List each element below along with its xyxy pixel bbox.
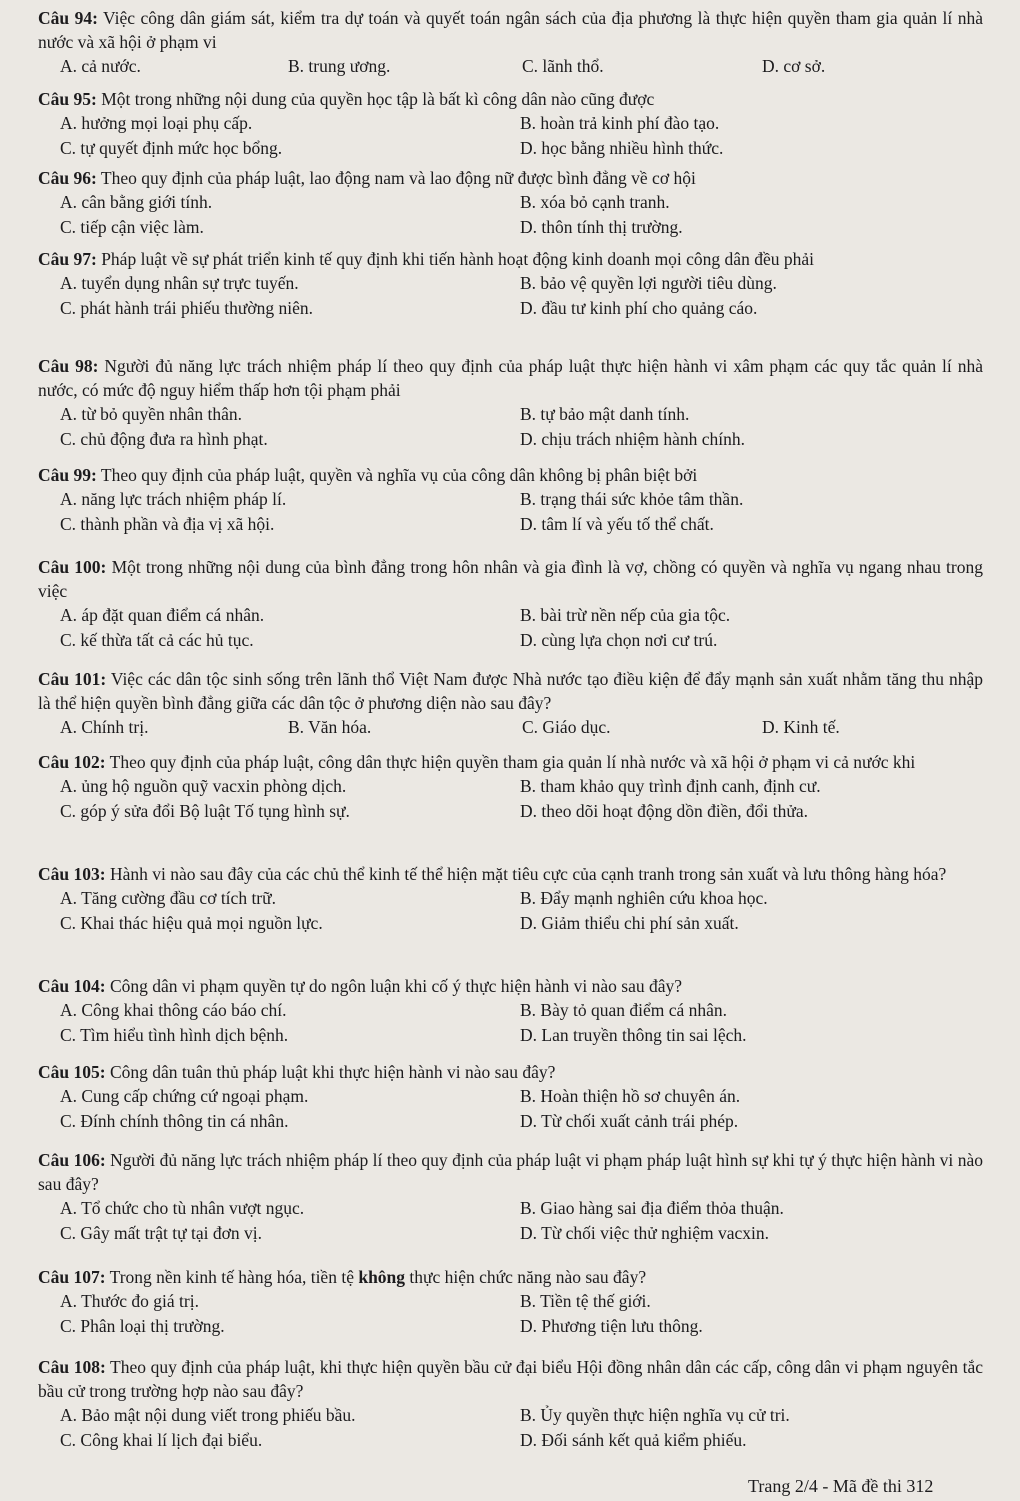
question-text-after: thực hiện chức năng nào sau đây?: [405, 1267, 647, 1287]
options-row: [0, 1221, 1020, 1246]
option-a: A. áp đặt quan điểm cá nhân.: [60, 605, 265, 625]
option-d: D. Kinh tế.: [762, 717, 840, 737]
question-106: [0, 1148, 1020, 1246]
option-c: C. phát hành trái phiếu thường niên.: [60, 298, 313, 318]
question-text: Theo quy định của pháp luật, khi thực hiện quyền bầu cử đại biểu Hội đồng nhân dân các cấp, công dân vi phạm nguyên tắc bầu cử trong trường hợp nào sau đây?: [38, 1357, 984, 1401]
question-stem: [38, 1060, 983, 1084]
options-row: [0, 998, 1020, 1023]
question-102: [0, 750, 1020, 824]
question-number: Câu 102:: [38, 752, 106, 772]
question-text: Việc các dân tộc sinh sống trên lãnh thổ Việt Nam được Nhà nước tạo điều kiện để đẩy mạnh sản xuất nhằm tăng thu nhập là thể hiện quyền bình đẳng giữa các dân tộc ở phương diện nào sau đây?: [38, 669, 983, 713]
option-b: B. Giao hàng sai địa điểm thỏa thuận.: [520, 1198, 784, 1218]
question-number: Câu 95:: [38, 89, 97, 109]
question-number: Câu 104:: [38, 976, 106, 996]
question-text: Công dân tuân thủ pháp luật khi thực hiện hành vi nào sau đây?: [109, 1062, 556, 1082]
question-107: [0, 1265, 1020, 1339]
option-d: D. Đối sánh kết quả kiểm phiếu.: [520, 1430, 747, 1450]
question-stem: [38, 1265, 983, 1289]
option-d: D. Phương tiện lưu thông.: [520, 1316, 703, 1336]
options-row: [0, 402, 1020, 427]
question-text: Người đủ năng lực trách nhiệm pháp lí theo quy định của pháp luật thực hiện hành vi xâm phạm các quy tắc quản lí nhà nước, có mức độ nguy hiểm thấp hơn tội phạm phải: [38, 356, 984, 400]
question-number: Câu 98:: [38, 356, 99, 376]
option-d: D. Từ chối xuất cảnh trái phép.: [520, 1111, 739, 1131]
option-b: B. Văn hóa.: [288, 717, 372, 737]
options-row: [0, 54, 1020, 79]
option-a: A. Cung cấp chứng cứ ngoại phạm.: [60, 1086, 309, 1106]
question-text: Hành vi nào sau đây của các chủ thể kinh tế thể hiện mặt tiêu cực của cạnh tranh trong sản xuất và lưu thông hàng hóa?: [109, 864, 947, 884]
options-row: [0, 487, 1020, 512]
options-row: [0, 1023, 1020, 1048]
options-row: [0, 190, 1020, 215]
question-number: Câu 94:: [38, 8, 98, 28]
option-c: C. lãnh thổ.: [522, 56, 604, 76]
options-row: [0, 1084, 1020, 1109]
question-99: [0, 463, 1020, 537]
option-a: A. Chính trị.: [60, 717, 149, 737]
option-d: D. tâm lí và yếu tố thể chất.: [520, 514, 714, 534]
option-b: B. Ủy quyền thực hiện nghĩa vụ cử tri.: [520, 1405, 790, 1425]
options-row: [0, 1289, 1020, 1314]
options-row: [0, 628, 1020, 653]
question-text: Theo quy định của pháp luật, công dân thực hiện quyền tham gia quản lí nhà nước và xã hội ở phạm vi cả nước khi: [109, 752, 916, 772]
option-d: D. thôn tính thị trường.: [520, 217, 683, 237]
question-98: [0, 354, 1020, 452]
options-row: [0, 1109, 1020, 1134]
option-b: B. tham khảo quy trình định canh, định cư.: [520, 776, 821, 796]
question-100: [0, 555, 1020, 653]
options-row: [0, 799, 1020, 824]
question-stem: [38, 555, 983, 603]
question-number: Câu 97:: [38, 249, 97, 269]
option-d: D. cùng lựa chọn nơi cư trú.: [520, 630, 718, 650]
options-row: [0, 271, 1020, 296]
options-row: [0, 215, 1020, 240]
question-stem: [38, 87, 983, 111]
question-number: Câu 96:: [38, 168, 97, 188]
option-d: D. học bằng nhiều hình thức.: [520, 138, 724, 158]
option-a: A. ủng hộ nguồn quỹ vacxin phòng dịch.: [60, 776, 347, 796]
option-c: C. chủ động đưa ra hình phạt.: [60, 429, 268, 449]
option-c: C. Công khai lí lịch đại biểu.: [60, 1430, 263, 1450]
question-text: Việc công dân giám sát, kiểm tra dự toán và quyết toán ngân sách của địa phương là thực hiện quyền tham gia quản lí nhà nước và xã hội ở phạm vi: [38, 8, 984, 52]
question-text: Công dân vi phạm quyền tự do ngôn luận khi cố ý thực hiện hành vi nào sau đây?: [109, 976, 683, 996]
question-stem: [38, 1148, 983, 1196]
option-a: A. Bảo mật nội dung viết trong phiếu bầu.: [60, 1405, 356, 1425]
option-a: A. Công khai thông cáo báo chí.: [60, 1000, 287, 1020]
option-a: A. từ bỏ quyền nhân thân.: [60, 404, 243, 424]
option-a: A. hưởng mọi loại phụ cấp.: [60, 113, 253, 133]
option-b: B. bảo vệ quyền lợi người tiêu dùng.: [520, 273, 777, 293]
question-text: Một trong những nội dung của quyền học tập là bất kì công dân nào cũng được: [101, 89, 655, 109]
option-c: C. kế thừa tất cả các hủ tục.: [60, 630, 254, 650]
question-number: Câu 103:: [38, 864, 106, 884]
option-a: A. cả nước.: [60, 56, 141, 76]
question-number: Câu 101:: [38, 669, 107, 689]
option-b: B. Bày tỏ quan điểm cá nhân.: [520, 1000, 728, 1020]
question-number: Câu 107:: [38, 1267, 106, 1287]
options-row: [0, 774, 1020, 799]
option-c: C. Khai thác hiệu quả mọi nguồn lực.: [60, 913, 323, 933]
option-a: A. cân bằng giới tính.: [60, 192, 213, 212]
question-number: Câu 108:: [38, 1357, 106, 1377]
page-footer: Trang 2/4 - Mã đề thi 312: [748, 1476, 934, 1496]
question-text: Người đủ năng lực trách nhiệm pháp lí theo quy định của pháp luật vi phạm pháp luật hình sự khi tự ý thực hiện hành vi nào sau đây?: [38, 1150, 984, 1194]
option-a: A. Thước đo giá trị.: [60, 1291, 199, 1311]
option-d: D. chịu trách nhiệm hành chính.: [520, 429, 746, 449]
question-text: Theo quy định của pháp luật, quyền và nghĩa vụ của công dân không bị phân biệt bởi: [100, 465, 698, 485]
question-number: Câu 99:: [38, 465, 97, 485]
option-a: A. tuyển dụng nhân sự trực tuyến.: [60, 273, 299, 293]
option-c: C. tự quyết định mức học bổng.: [60, 138, 283, 158]
option-d: D. theo dõi hoạt động dồn điền, đổi thửa.: [520, 801, 808, 821]
options-row: [0, 715, 1020, 740]
option-d: D. cơ sở.: [762, 56, 826, 76]
question-101: [0, 667, 1020, 740]
question-108: [0, 1355, 1020, 1453]
question-95: [0, 87, 1020, 161]
option-b: B. bài trừ nền nếp của gia tộc.: [520, 605, 731, 625]
question-stem: [38, 247, 983, 271]
question-105: [0, 1060, 1020, 1134]
options-row: [0, 296, 1020, 321]
question-stem: [38, 6, 983, 54]
option-b: B. xóa bỏ cạnh tranh.: [520, 192, 670, 212]
options-row: [0, 111, 1020, 136]
question-text-bold: không: [358, 1267, 406, 1287]
option-d: D. Từ chối việc thử nghiệm vacxin.: [520, 1223, 770, 1243]
question-94: [0, 6, 1020, 79]
question-97: [0, 247, 1020, 321]
option-b: B. Đẩy mạnh nghiên cứu khoa học.: [520, 888, 768, 908]
option-c: C. thành phần và địa vị xã hội.: [60, 514, 275, 534]
question-stem: [38, 1355, 983, 1403]
question-103: [0, 862, 1020, 936]
option-c: C. Đính chính thông tin cá nhân.: [60, 1111, 289, 1131]
options-row: [0, 1196, 1020, 1221]
question-96: [0, 166, 1020, 240]
option-a: A. năng lực trách nhiệm pháp lí.: [60, 489, 287, 509]
option-a: A. Tổ chức cho tù nhân vượt ngục.: [60, 1198, 305, 1218]
question-stem: [38, 166, 983, 190]
option-b: B. tự bảo mật danh tính.: [520, 404, 690, 424]
option-b: B. trung ương.: [288, 56, 391, 76]
option-c: C. Gây mất trật tự tại đơn vị.: [60, 1223, 262, 1243]
question-stem: [38, 354, 983, 402]
options-row: [0, 136, 1020, 161]
option-b: B. Hoàn thiện hồ sơ chuyên án.: [520, 1086, 741, 1106]
options-row: [0, 1403, 1020, 1428]
option-d: D. đầu tư kinh phí cho quảng cáo.: [520, 298, 758, 318]
option-b: B. hoàn trả kinh phí đào tạo.: [520, 113, 720, 133]
option-b: B. trạng thái sức khỏe tâm thần.: [520, 489, 744, 509]
options-row: [0, 1428, 1020, 1453]
option-c: C. Phân loại thị trường.: [60, 1316, 225, 1336]
question-stem: [38, 862, 983, 886]
option-c: C. tiếp cận việc làm.: [60, 217, 204, 237]
question-text: Pháp luật về sự phát triển kinh tế quy định khi tiến hành hoạt động kinh doanh mọi công dân đều phải: [101, 249, 814, 269]
question-stem: [38, 974, 983, 998]
options-row: [0, 1314, 1020, 1339]
question-text: Theo quy định của pháp luật, lao động nam và lao động nữ được bình đẳng về cơ hội: [100, 168, 696, 188]
question-104: [0, 974, 1020, 1048]
question-stem: [38, 463, 983, 487]
question-number: Câu 105:: [38, 1062, 106, 1082]
option-d: D. Lan truyền thông tin sai lệch.: [520, 1025, 747, 1045]
question-stem: [38, 667, 983, 715]
option-c: C. góp ý sửa đổi Bộ luật Tố tụng hình sự.: [60, 801, 350, 821]
options-row: [0, 886, 1020, 911]
options-row: [0, 911, 1020, 936]
question-number: Câu 106:: [38, 1150, 106, 1170]
option-b: B. Tiền tệ thế giới.: [520, 1291, 651, 1311]
option-c: C. Giáo dục.: [522, 717, 611, 737]
question-text-before: Trong nền kinh tế hàng hóa, tiền tệ: [109, 1267, 359, 1287]
question-number: Câu 100:: [38, 557, 107, 577]
option-d: D. Giảm thiểu chi phí sản xuất.: [520, 913, 739, 933]
question-stem: [38, 750, 983, 774]
option-a: A. Tăng cường đầu cơ tích trữ.: [60, 888, 276, 908]
option-c: C. Tìm hiểu tình hình dịch bệnh.: [60, 1025, 289, 1045]
options-row: [0, 427, 1020, 452]
options-row: [0, 603, 1020, 628]
options-row: [0, 512, 1020, 537]
question-text: Một trong những nội dung của bình đẳng trong hôn nhân và gia đình là vợ, chồng có quyền và nghĩa vụ ngang nhau trong việc: [38, 557, 984, 601]
